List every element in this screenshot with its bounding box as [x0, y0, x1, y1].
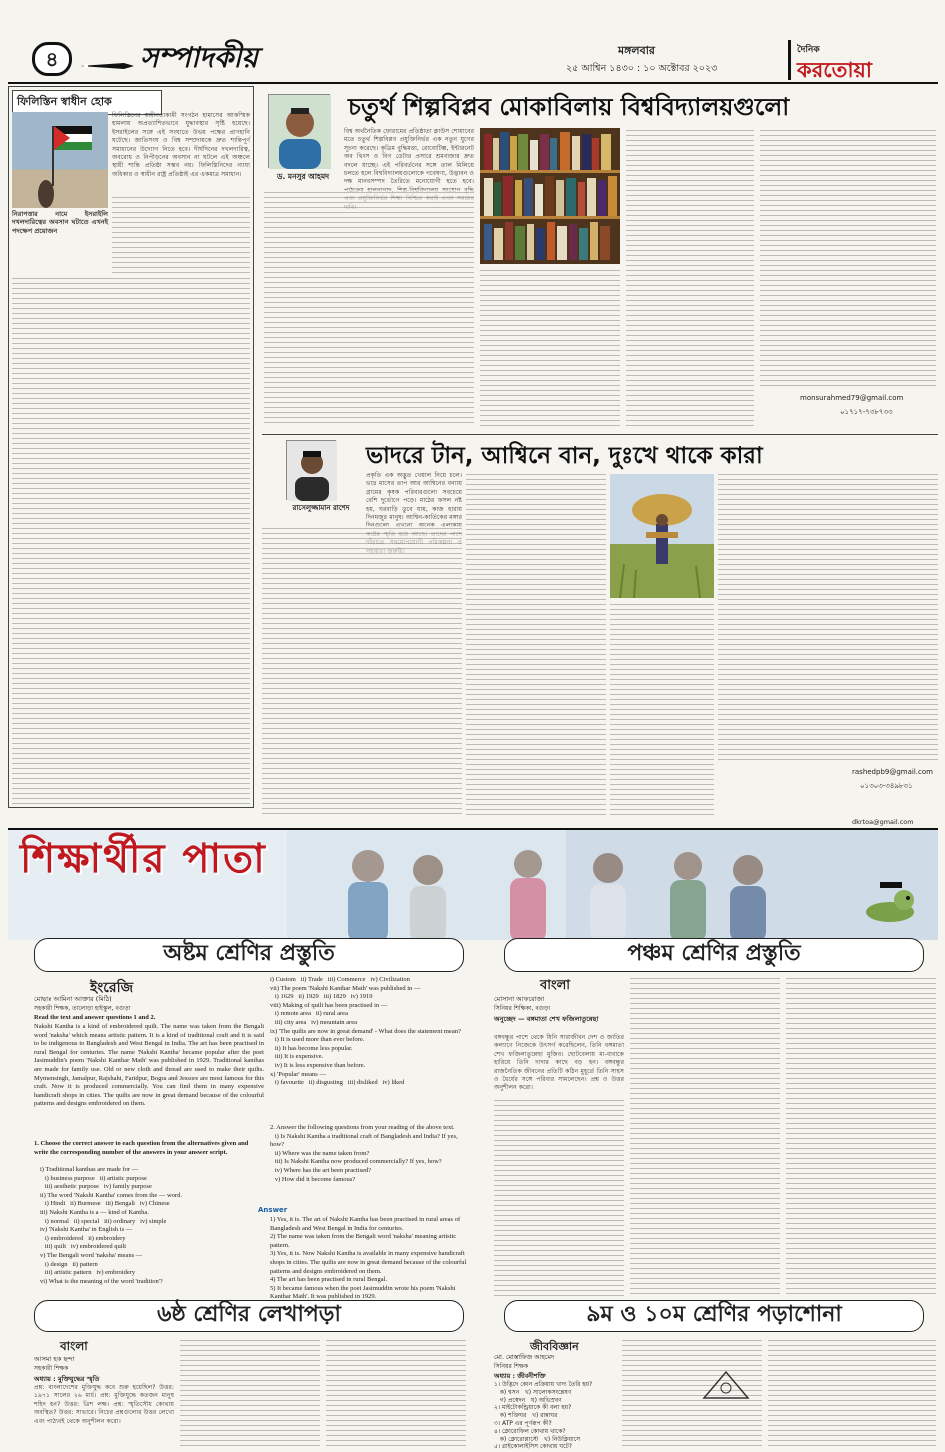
cell-diagram-icon [700, 1368, 752, 1404]
article1-bookshelf-photo [480, 128, 620, 264]
article2-title: ভাদরে টান, আশ্বিনে বান, দুঃখে থাকে কারা [366, 443, 763, 469]
article1-col-c [626, 128, 754, 426]
article2-col-d [718, 472, 938, 760]
answer-label: Answer [258, 1206, 288, 1214]
bangla5-topic: অনুচ্ছেদ — বঙ্গমাতা শেখ ফজিলাতুন্নেছা [494, 1015, 599, 1023]
english-answers: 1) Yes, it is. The art of Nakshi Kantha has been practised in rural areas of Bangladesh and West Bengal in India for centuries. 2) The name was taken from the Bengali word 'naksha' meaning artistic pattern. 3) Yes, it is. Now Nakshi Kantha is available in many expensive handicraft shops in cities. The quilts are now in great demand because of the colourful patterns and designs embroidered on them. 4) The art has been practised in rural Bengal. 5) It became famous when the poet Jasimuddin wrote his poem 'Nakshi Kanthar Math'. It was published in 1929. [270, 1216, 467, 1301]
english-intro: Read the text and answer questions 1 and 2. [34, 1014, 156, 1021]
article1-rule [262, 434, 938, 435]
class5-banner: পঞ্চম শ্রেণির প্রস্তুতি [504, 938, 924, 972]
editorial-body-cont-1 [112, 195, 250, 275]
class6-banner: ৬ষ্ঠ শ্রেণির লেখাপড়া [34, 1300, 464, 1332]
bangla6-teacher: আসমা হক ছন্দা [34, 1355, 75, 1363]
english-passage: Nakshi Kantha is a kind of embroidered quilt. The name was taken from the Bengali word 'naksha' which means artistic pattern. It is a kind of traditional craft and it is said to be indigenous to Bangladesh and West Bengal in India. The art has been practised in rural Bengal for centuries. The name 'Nakshi Kantha' became popular after the poet Jasimuddin's poem 'Nakshi Kanthar Math' was published in 1929. Traditional kanthas are made for family use. Old or new cloth and thread are used to make their quilts. Mymensingh, Jamalpur, Rajshahi, Faridpur, Bogra and Jessore are most famous for this craft. Now it is produced commercially. You can find them in many expensive handicraft shops in cities. The quilts are now in great demand because of the colourful patterns and designs embroidered on them. [34, 1023, 264, 1108]
article1-author: ড. মনসুর আহমদ [276, 172, 330, 181]
paper-name: করতোয়া [797, 58, 872, 82]
bangla6-body: প্রশ্ন: বাংলাদেশের মুক্তিযুদ্ধ কবে শুরু হয়েছিল? উত্তর: ১৯৭১ সালের ২৬ মার্চ। প্রশ্ন: মুক্তিযুদ্ধে কতজন মানুষ শহিদ হন? উত্তর: ত্রিশ লক্ষ। প্রশ্ন: স্মৃতিসৌধ কোথায় অবস্থিত? উত্তর: সাভারে। নিচের প্রশ্নগুলোর উত্তর লেখো এবং পাঠ্যবই থেকে অনুশীলন করো। [34, 1384, 174, 1425]
pen-icon [78, 56, 136, 64]
student-page-title: শিক্ষার্থীর পাতা [20, 836, 267, 882]
article1-photo [268, 94, 330, 168]
editorial-body: ফিলিস্তিনের স্বাধীনতাকামী সংগঠন হামাসের আকস্মিক হামলায় অপ্রত্যাশিতভাবে যুদ্ধাবস্থার সৃষ্টি হয়েছে। ইসরাইলের সঙ্গে এই সংঘাতে উভয় পক্ষের প্রাণহানি ঘটেছে। জাতিসংঘ ও বিশ্ব সম্প্রদায়কে দ্রুত শান্তিপূর্ণ সমাধানের উদ্যোগ নিতে হবে। দীর্ঘদিনের দখলদারিত্ব, অবরোধ ও নিপীড়নের অবসান না ঘটলে এই অঞ্চলে স্থায়ী শান্তি প্রতিষ্ঠা সম্ভব নয়। ফিলিস্তিনিদের ন্যায্য অধিকার ও স্বাধীন রাষ্ট্র প্রতিষ্ঠাই এর একমাত্র সমাধান। [112, 112, 250, 178]
worm-icon [860, 872, 920, 932]
editorial-body-cont-2 [12, 276, 250, 804]
author-portrait-icon [269, 95, 331, 169]
bangla6-school: সহকারী শিক্ষক [34, 1365, 69, 1372]
class8-banner: অষ্টম শ্রেণির প্রস্তুতি [34, 938, 464, 972]
english-q1-items: i) Traditional kanthas are made for — i) business purpose ii) artistic purpose iii) aesthetic purpose iv) family purpose ii) The word 'Nakshi Kantha' comes from the — word. i) Hindi ii) Burmese iii) Bengali iv) Chinese iii) Nakshi Kantha is a — kind of Kantha. i) normal ii) special iii) ordinary iv) simple iv) 'Nakshi Kantha' in English is — i) embroidered ii) embroidery iii) quilt iv) embroidered quilt v) The Bengali word 'naksha' means — i) design ii) pattern iii) artistic pattern iv) embroidery vi) What is the meaning of the word 'tradition'? [40, 1166, 182, 1285]
editorial-photo [12, 112, 108, 208]
biology-col-c [768, 1338, 936, 1446]
english-q1-instruction: 1. Choose the correct answer to each question from the alternatives given and write the corresponding number of the answers in your answer script. [34, 1140, 249, 1156]
article2-email: rashedpb9@gmail.com [852, 768, 933, 776]
article1-col-a [264, 190, 474, 426]
biology-topic: অধ্যায় : জীবনীশক্তি [494, 1373, 546, 1380]
date-line: ২৫ আশ্বিন ১৪৩০ : ১০ অক্টোবর ২০২৩ [566, 63, 718, 74]
bangla5-subject: বাংলা [540, 978, 571, 993]
bangla6-col-b [180, 1338, 320, 1446]
article2-body-lead: প্রকৃতি এক অদ্ভুত খেয়াল নিয়ে চলে। ভাদ্র মাসের তাপ আর আশ্বিনের বন্যায় গ্রামের কৃষক পরিবারগুলো সবচেয়ে বেশি দুর্ভোগে পড়ে। মাঠের ফসল নষ্ট হয়, ঘরবাড়ি ডুবে যায়, কাজ হারায় দিনমজুর মানুষ। আশ্বিন-কার্তিকের মঙ্গার [366, 472, 462, 522]
date-weekday: মঙ্গলবার [618, 44, 655, 57]
masthead-divider [788, 40, 791, 80]
article2-phone: ০১৩০৩-৩৪৯৮৩১ [860, 782, 913, 790]
article2-author: রাসেলুজ্জামান রাশেদ [292, 504, 350, 512]
biology-questions: ১। উদ্ভিদে কোন প্রক্রিয়ায় খাদ্য তৈরি হয়? ক) শ্বসন খ) সালোকসংশ্লেষণ গ) প্রস্বেদন ঘ) অভিস্রবণ ২। মাইটোকন্ড্রিয়াকে কী বলা হয়? ক) শক্তিঘর খ) রান্নাঘর ৩। ATP এর পূর্ণরূপ কী? ৪। ক্লোরোফিল কোথায় থাকে? ক) ক্লোরোপ্লাস্টে খ) নিউক্লিয়াসে ৫। গ্লাইকোলাইসিস কোথায় ঘটে? [494, 1381, 593, 1451]
article2-harvest-photo [610, 474, 714, 598]
flag-icon [12, 112, 108, 208]
article1-body-lead: বিশ্ব অর্থনৈতিক ফোরামের প্রতিষ্ঠাতা ক্লাউস শোয়াবের মতে চতুর্থ শিল্পবিপ্লব প্রযুক্তিনির্ভর এক নতুন যুগের সূচনা করেছে। কৃত্রিম বুদ্ধিমত্তা, রোবোটিক্স, ইন্টারনেট অব থিংস ও বিগ ডেটার প্রসারে শ্রমবাজার দ্রুত বদলে যাচ্ছে। এই পরিবর্তনের সঙ্গে তাল মিলিয়ে চলতে হলে বিশ্ববিদ্যালয়গুলোকে গবেষণা, উদ্ভাবন ও দক্ষ মানবসম্পদ তৈরিতে মনোযোগী হতে হবে। [344, 128, 474, 186]
masthead-rule [8, 82, 938, 84]
article2-col-c [610, 602, 714, 816]
bangla5-teacher: মোসানা আফরোজা [494, 995, 545, 1003]
bangla5-col-b [630, 976, 780, 1298]
editorial-title: ফিলিস্তিন স্বাধীন হোক [12, 90, 162, 115]
bangla5-school: সিনিয়র শিক্ষিকা, বগুড়া [494, 1005, 550, 1012]
article2-col-b [466, 472, 606, 816]
class910-banner: ৯ম ও ১০ম শ্রেণির পড়াশোনা [504, 1300, 924, 1332]
article2-photo [286, 440, 336, 500]
section-title: সম্পাদকীয় [140, 41, 258, 74]
bangla5-body: বঙ্গবন্ধুর পাশে থেকে যিনি সারাজীবন দেশ ও জাতির কল্যাণে নিজেকে উৎসর্গ করেছিলেন, তিনি বঙ্গমাতা শেখ ফজিলাতুন্নেছা মুজিব। ছোটবেলায় মা-বাবাকে হারিয়ে তিনি দাদার কাছে বড় হন। বঙ্গবন্ধুর রাজনৈতিক জীবনের প্রতিটি কঠিন মুহূর্তে তিনি সাহস ও ধৈর্যের সঙ্গে পরিবার সামলেছেন। প্রশ্ন ও উত্তর অনুশীলন করো। [494, 1034, 624, 1092]
biology-teacher: মো. মোস্তাফিজ আহমেদ [494, 1354, 555, 1361]
article1-phone: ০১৭১৭-৭৩৮৭৩৩ [840, 408, 893, 416]
author-portrait-icon [287, 441, 337, 501]
article1-email: monsurahmed79@gmail.com [800, 394, 904, 402]
english-teacher: মোছাঃ আমিনা আক্তার (মিঠি) [34, 995, 112, 1003]
article1-col-d [760, 128, 936, 390]
english-q2: 2. Answer the following questions from your reading of the above text. i) Is Nakshi Kantha a traditional craft of Bangladesh and India? If yes, how? ii) Where was the name taken from? iii) Is Nakshi Kantha now produced commercially? If yes, how? iv) Where has the art been practised? v) How did it become famous? [270, 1124, 458, 1183]
bangla6-topic: অধ্যায় : মুক্তিযুদ্ধের স্মৃতি [34, 1375, 100, 1383]
english-q1-items-col2: i) Custom ii) Trade iii) Commerce iv) Civilization vii) The poem 'Nakshi Kanthar Math' was published in — i) 1629 ii) 1929 iii) 1829 iv) 1919 viii) Making of quilt has been practised in — i) remote area ii) rural area iii) city area iv) mountain area ix) 'The quilts are now in great demand' - What does the statement mean? i) It is used more than ever before. ii) It has become less popular. iii) It is expensive. iv) It is less expensive than before. x) 'Popular' means — i) favourite ii) disgusting iii) disliked iv) liked [270, 976, 461, 1087]
books-icon [480, 128, 620, 264]
article1-title: চতুর্থ শিল্পবিপ্লব মোকাবিলায় বিশ্ববিদ্যালয়গুলো [348, 93, 790, 121]
bangla6-col-c [326, 1338, 466, 1446]
biology-subject: জীববিজ্ঞান [530, 1340, 579, 1353]
farmer-harvest-icon [610, 474, 714, 598]
english-school: সহকারী শিক্ষক, তালোড়া হাইস্কুল, বগুড়া [34, 1005, 131, 1012]
bangla5-col-a [494, 1098, 624, 1298]
editorial-caption: নিরাপত্তার নামে ইসরাইলি দখলদারিত্বের অবসান ঘটাতে এখনই পদক্ষেপ প্রয়োজন [12, 210, 108, 235]
bangla5-col-c [786, 976, 936, 1298]
article1-col-b [480, 268, 620, 426]
page-number-badge: ৪ [32, 42, 72, 76]
bangla6-subject: বাংলা [60, 1339, 88, 1353]
article2-credit: dkrtoa@gmail.com [852, 818, 914, 826]
article2-col-a [262, 526, 462, 816]
paper-small-label: দৈনিক [797, 45, 820, 55]
biology-school: সিনিয়র শিক্ষক [494, 1363, 529, 1370]
english-subject: ইংরেজি [90, 980, 134, 996]
